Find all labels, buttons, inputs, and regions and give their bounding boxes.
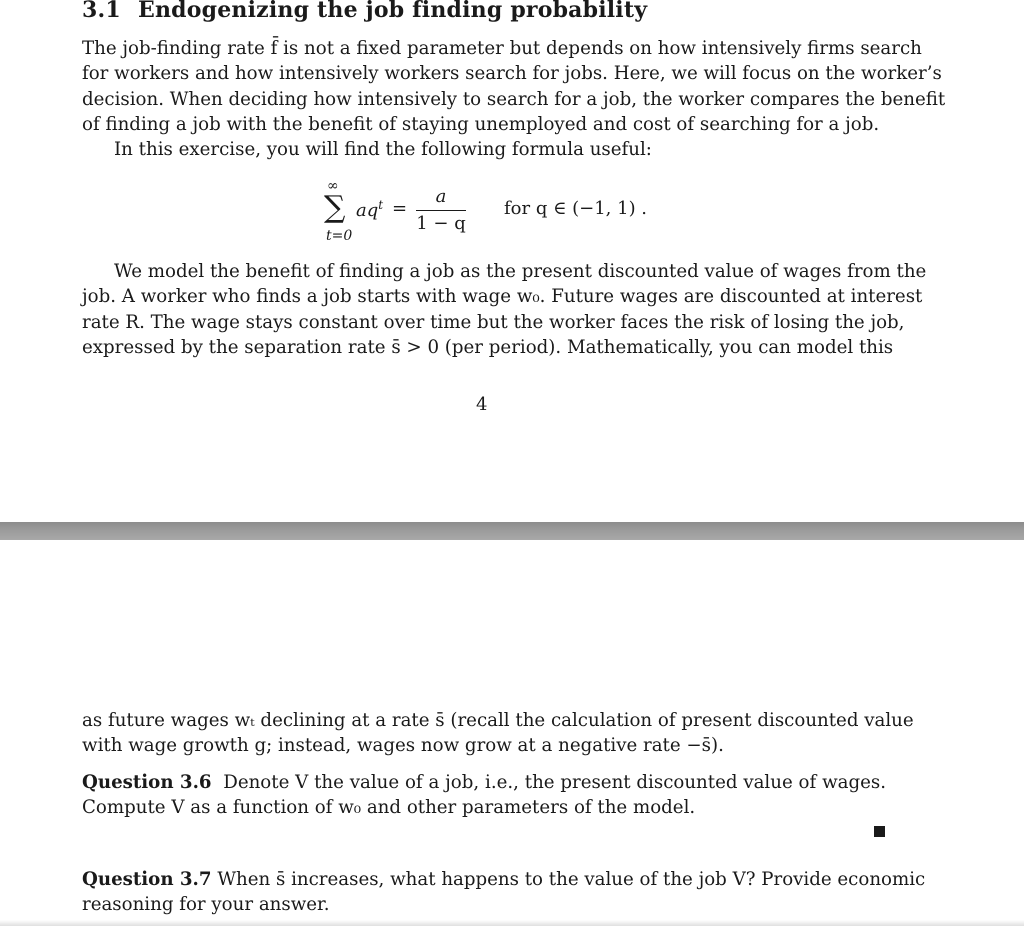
question-line bbox=[82, 770, 886, 795]
paragraph-line: with wage growth g; instead, wages now grow at a negative rate −s̄). bbox=[82, 735, 724, 757]
fraction-denominator: 1 − q bbox=[416, 213, 466, 234]
page-number: 4 bbox=[476, 394, 488, 415]
paragraph-line: In this exercise, you will find the following formula useful: bbox=[114, 139, 652, 160]
paragraph-job-finding-rate bbox=[82, 36, 946, 138]
question-3-6 bbox=[82, 770, 886, 821]
paragraph-declining-wages bbox=[82, 708, 914, 759]
paragraph-line: decision. When deciding how intensively to search for a job, the worker compares the benefit bbox=[82, 88, 946, 110]
page-separator bbox=[0, 522, 1024, 540]
paragraph-line: job. A worker who finds a job starts with wage w₀. Future wages are discounted at interest bbox=[82, 286, 923, 308]
fraction-numerator: a bbox=[435, 186, 447, 207]
section-number: 3.1 bbox=[82, 0, 121, 23]
summand bbox=[356, 198, 383, 221]
question-text: When s̄ increases, what happens to the value of the job V? Provide economic bbox=[217, 869, 926, 890]
fraction-bar bbox=[416, 210, 466, 211]
question-line: Compute V as a function of w₀ and other parameters of the model. bbox=[82, 797, 696, 819]
geometric-series-formula bbox=[320, 178, 660, 250]
question-text: Denote V the value of a job, i.e., the present discounted value of wages. bbox=[223, 772, 887, 793]
question-label: Question 3.7 bbox=[82, 869, 212, 890]
paragraph-line: rate R. The wage stays constant over time but the worker faces the risk of losing the job, bbox=[82, 311, 905, 333]
summation-symbol: ∑ bbox=[324, 190, 346, 225]
viewport-bottom-shade bbox=[0, 920, 1024, 926]
paragraph-exercise-intro bbox=[114, 137, 886, 162]
fraction bbox=[416, 186, 466, 235]
question-label: Question 3.6 bbox=[82, 772, 212, 793]
paragraph-line: We model the benefit of finding a job as the present discounted value of wages from the bbox=[114, 261, 927, 282]
question-line bbox=[82, 867, 926, 892]
section-heading bbox=[82, 0, 647, 23]
question-3-7 bbox=[82, 867, 926, 918]
formula-condition: for q ∈ (−1, 1) . bbox=[504, 198, 648, 219]
paragraph-line: expressed by the separation rate s̄ > 0 (per period). Mathematically, you can model this bbox=[82, 337, 894, 359]
paragraph-line: as future wages wₜ declining at a rate s̄ (recall the calculation of present discounted value bbox=[82, 710, 914, 731]
section-title: Endogenizing the job finding probability bbox=[138, 0, 648, 23]
question-line: reasoning for your answer. bbox=[82, 894, 330, 916]
equals-sign: = bbox=[392, 198, 408, 219]
page-5 bbox=[0, 540, 1024, 926]
sum-lower-limit: t=0 bbox=[326, 228, 353, 244]
paragraph-line: for workers and how intensively workers search for jobs. Here, we will focus on the worker’s bbox=[82, 63, 942, 85]
paragraph-line: of finding a job with the benefit of staying unemployed and cost of searching for a job. bbox=[82, 114, 880, 136]
end-of-question-marker bbox=[874, 826, 885, 837]
summand-base: aq bbox=[356, 200, 379, 221]
summand-exponent: t bbox=[378, 198, 384, 212]
sum-upper-limit: ∞ bbox=[327, 178, 339, 194]
paragraph-line: The job-finding rate f̄ is not a fixed parameter but depends on how intensively firms search bbox=[82, 38, 922, 59]
paragraph-benefit-model bbox=[82, 259, 927, 361]
